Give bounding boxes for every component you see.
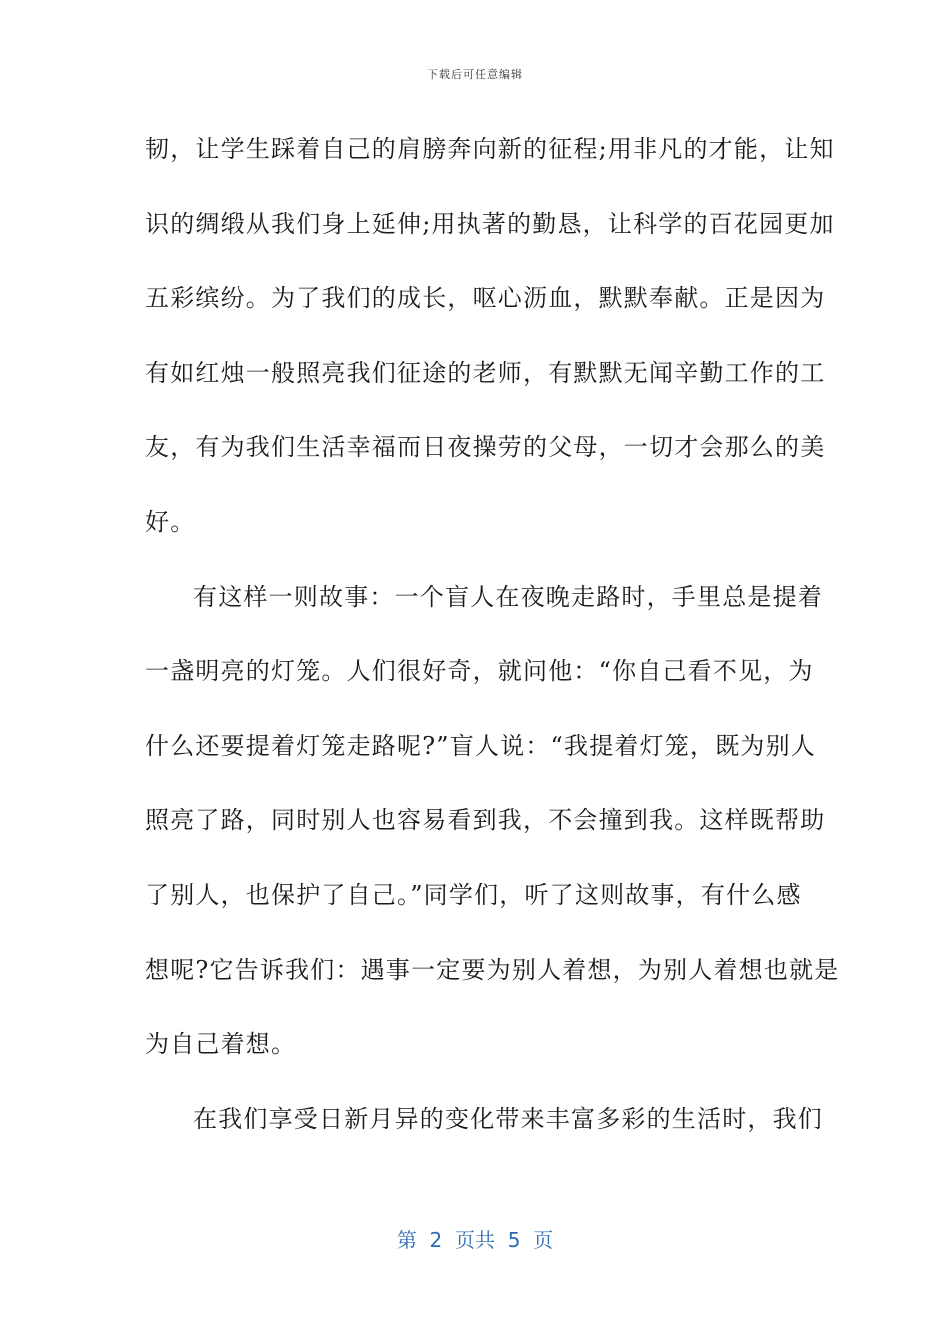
text-line: 为自己着想。 [145,1030,297,1059]
text-line: 想呢?它告诉我们：遇事一定要为别人着想，为别人着想也就是 [145,955,840,984]
paragraph-start-line: 有这样一则故事：一个盲人在夜晚走路时，手里总是提着 [193,582,823,611]
page-number-footer: 第 2 页共 5 页 [396,1228,554,1252]
text-line: 好。 [145,507,196,536]
body-text [145,112,840,1156]
paragraph-start-line: 在我们享受日新月异的变化带来丰富多彩的生活时，我们 [193,1104,823,1133]
text-line: 友，有为我们生活幸福而日夜操劳的父母，一切才会那么的美 [145,433,826,462]
text-line: 什么还要提着灯笼走路呢?”盲人说：“我提着灯笼，既为别人 [145,731,817,760]
text-line: 有如红烛一般照亮我们征途的老师，有默默无闻辛勤工作的工 [145,358,826,387]
header-note: 下载后可任意编辑 [427,68,523,81]
text-line: 识的绸缎从我们身上延伸;用执著的勤恳，让科学的百花园更加 [145,209,835,238]
text-line: 五彩缤纷。为了我们的成长，呕心沥血，默默奉献。正是因为 [145,284,826,313]
text-line: 一盏明亮的灯笼。人们很好奇，就问他：“你自己看不见，为 [145,657,814,686]
text-line: 了别人，也保护了自己。”同学们，听了这则故事，有什么感 [145,880,802,909]
text-line: 韧，让学生踩着自己的肩膀奔向新的征程;用非凡的才能，让知 [145,135,835,163]
text-line: 照亮了路，同时别人也容易看到我，不会撞到我。这样既帮助 [145,806,826,835]
